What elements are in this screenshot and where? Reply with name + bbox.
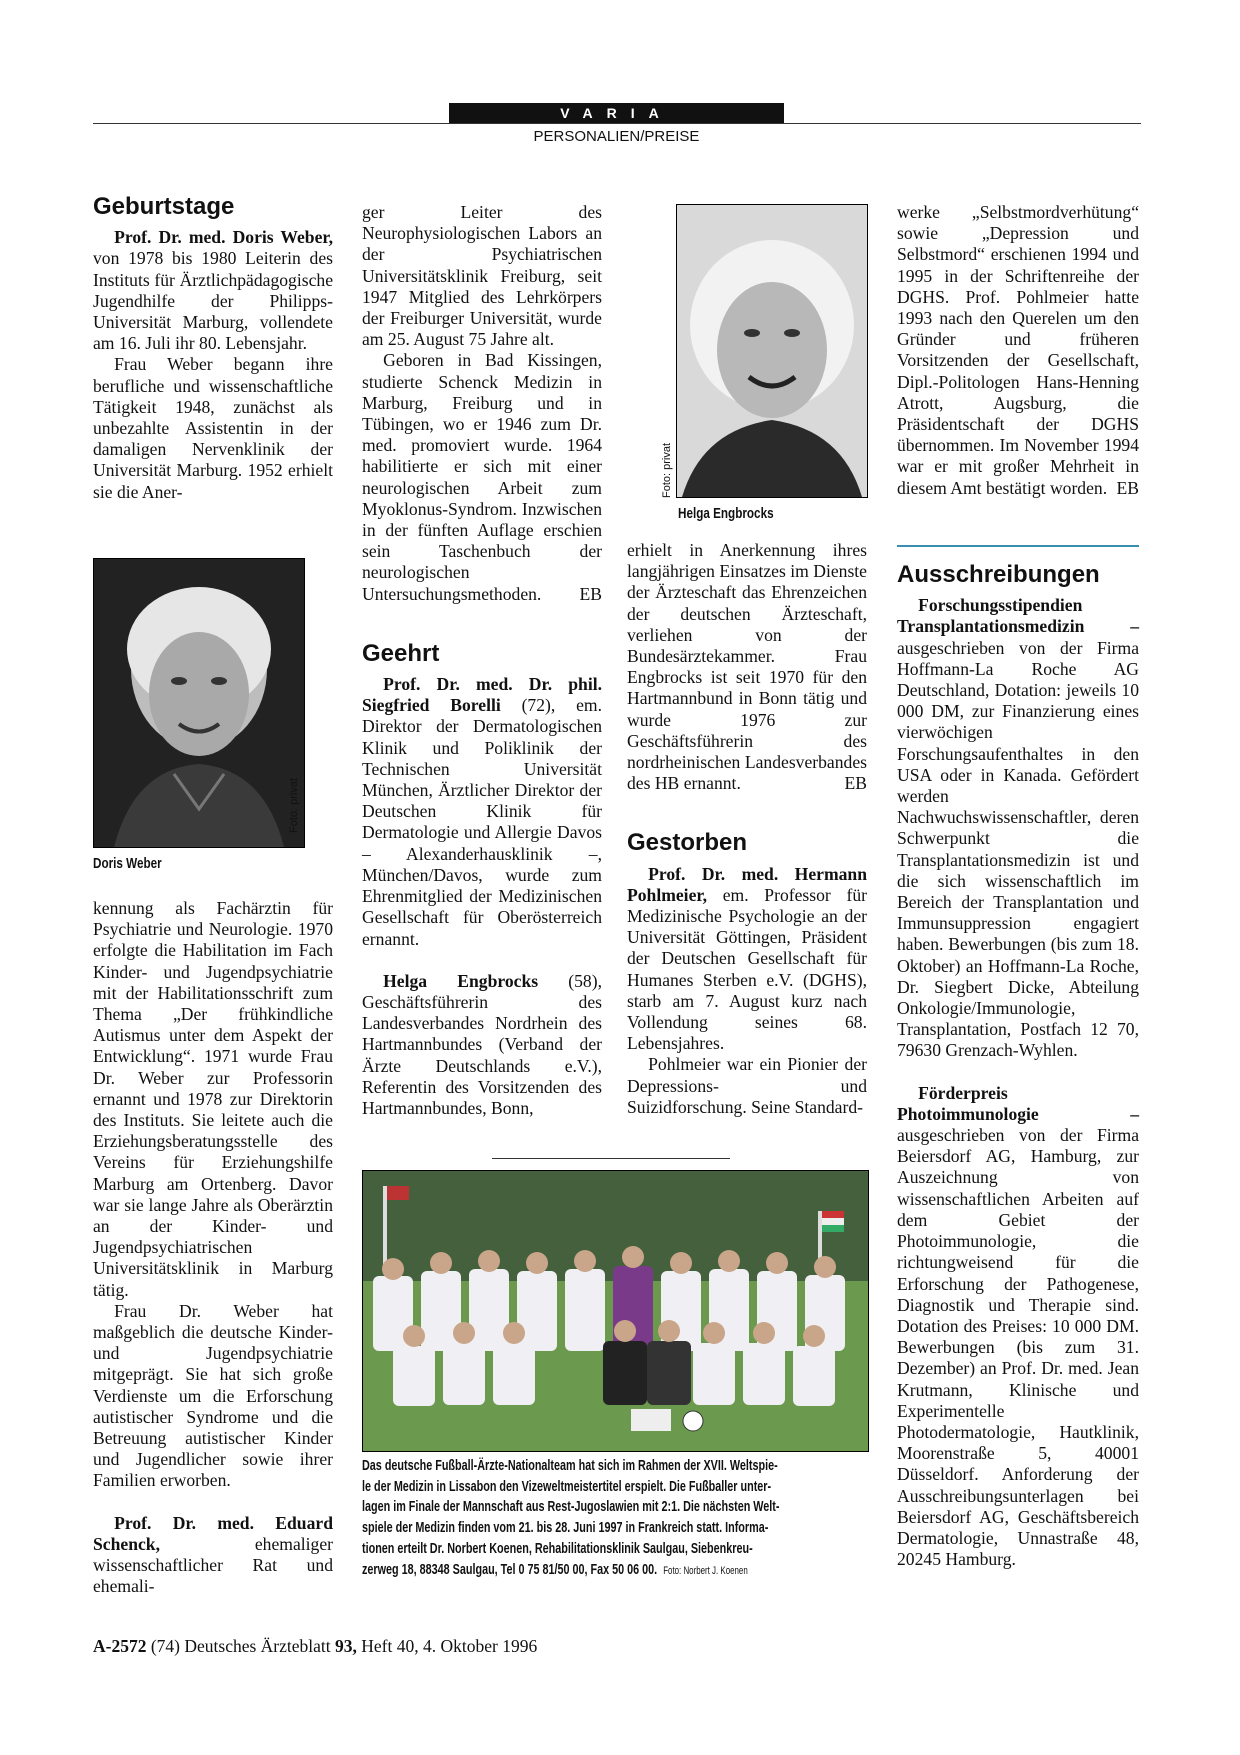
portrait-image bbox=[94, 559, 304, 847]
caption-line: Das deutsche Fußball-Ärzte-Nationalteam hat sich im Rahmen der XVII. Weltspie- bbox=[362, 1457, 778, 1474]
heading-geehrt: Geehrt bbox=[362, 639, 440, 667]
paragraph-schenck-intro: Prof. Dr. med. Eduard Schenck, ehemaliger wissenschaftlicher Rat und ehemali- bbox=[93, 1512, 333, 1597]
paragraph-pohlmeier-works: werke „Selbstmordverhütung“ sowie „Depression und Selbstmord“ erschienen 1994 und 1995 in der Schriftenreihe der DGHS. Prof. Pohlmeier hatte 1993 nach den Querelen um den Gründer und früheren Vorsitzenden der Gesellschaft, Dipl.-Politologen Hans-Henning Atrott, Augsburg, die Präsidentschaft der DGHS übernommen. Im November 1994 war er mit großer Mehrheit in diesem Amt bestätigt worden. EB bbox=[897, 202, 1139, 498]
paragraph-weber-career: Frau Weber begann ihre berufliche und wissenschaftliche Tätigkeit 1948, zunächst als unbezahlte Assistentin in der damaligen Nervenklinik der Universität Marburg. 1952 erhielt sie die Aner- bbox=[93, 354, 333, 502]
photo-helga-engbrocks bbox=[676, 204, 868, 498]
paragraph-pohlmeier-intro: Prof. Dr. med. Hermann Pohlmeier, em. Professor für Medizinische Psychologie an der Universität Göttingen, Präsident der Deutschen Gesellschaft für Humanes Sterben e.V. (DGHS), starb am 7. August kurz nach Vollendung seines 68. Lebensjahres. bbox=[627, 863, 867, 1054]
caption-helga-engbrocks: Helga Engbrocks bbox=[678, 505, 774, 522]
column-4 bbox=[897, 202, 1139, 499]
photo-credit-weber: Foto: privat bbox=[288, 777, 300, 833]
paragraph-engbrocks-award: erhielt in Anerkennung ihres langjährigen Einsatzes im Dienste der Ärzteschaft das Ehrenzeichen der deutschen Ärzteschaft, verliehen von der Bundesärztekammer. Frau Engbrocks ist seit 1970 für den Hartmannbund in Bonn tätig und wurde 1976 zur Geschäftsführerin des nordrheinischen Landesverbandes des HB ernannt. EB bbox=[627, 540, 867, 794]
subsection-label: PERSONALIEN/PREISE bbox=[533, 128, 700, 145]
section-banner: VARIA bbox=[449, 103, 784, 123]
divider-rule bbox=[492, 1158, 730, 1159]
column-1-continued bbox=[93, 898, 333, 1598]
heading-gestorben: Gestorben bbox=[627, 829, 748, 857]
column-4-continued bbox=[897, 561, 1139, 1570]
caption-line-last: zerweg 18, 88348 Saulgau, Tel 0 75 81/50 00, Fax 50 06 00. Foto: Norbert J. Koenen bbox=[362, 1560, 748, 1578]
divider-blue-rule bbox=[897, 545, 1139, 547]
paragraph-borelli: Prof. Dr. med. Dr. phil. Siegfried Borelli (72), em. Direktor der Dermatologischen Klinik und Poliklinik der Technischen Universität München, Ärztlicher Direktor der Deutschen Klinik für Dermatologie und Allergie Davos – Alexanderhausklinik –, München/Davos, wurde zum Ehrenmitglied der Medizinischen Gesellschaft für Oberösterreich ernannt. bbox=[362, 674, 602, 949]
column-3 bbox=[627, 540, 867, 1118]
photo-credit-engbrocks: Foto: privat bbox=[661, 442, 673, 498]
caption-line: spiele der Medizin finden vom 21. bis 28. Juni 1997 in Frankreich statt. Informa- bbox=[362, 1519, 769, 1537]
paragraph-foerderpreis: Förderpreis Photoimmunologie – ausgeschrieben von der Firma Beiersdorf AG, Hamburg, zur Auszeichnung von wissenschaftlichen Arbeiten auf dem Gebiet der Photoimmunologie, die richtungweisend für die Erforschung der Pathogenese, Diagnostik und Therapie sind. Dotation des Preises: 10 000 DM. Bewerbungen (bis zum 31. Dezember) an Prof. Dr. med. Jean Krutmann, Klinische und Experimentelle Photodermatologie, Hautklinik, Moorenstraße 5, 40001 Düsseldorf. Anforderung der Ausschreibungsunterlagen bei Beiersdorf AG, Geschäftsbereich Dermatologie, Unnastraße 48, 20245 Hamburg. bbox=[897, 1082, 1139, 1570]
header-rule bbox=[93, 123, 1141, 124]
paragraph-schenck-career: ger Leiter des Neurophysiologischen Labors an der Psychiatrischen Universitätsklinik Freiburg, seit 1947 Mitglied des Lehrkörpers der Freiburger Universität, wurde am 25. August 75 Jahre alt. bbox=[362, 202, 602, 350]
portrait-image bbox=[677, 205, 867, 497]
paragraph-schenck-bio: Geboren in Bad Kissingen, studierte Schenck Medizin in Marburg, Freiburg und in Tübingen, wo er 1946 zum Dr. med. promoviert wurde. 1964 habilitierte er sich mit einer neurologischen Arbeit zum Myoklonus-Syndrom. Inzwischen in der fünften Auflage erschien sein Taschenbuch der neurologischen Untersuchungsmethoden. EB bbox=[362, 350, 602, 604]
heading-geburtstage: Geburtstage bbox=[93, 193, 235, 220]
caption-line: le der Medizin in Lissabon den Vizeweltmeistertitel erspielt. Die Fußballer unter- bbox=[362, 1477, 772, 1495]
caption-line: lagen im Finale der Mannschaft aus Rest-Jugoslawien mit 2:1. Die nächsten Welt- bbox=[362, 1498, 780, 1516]
paragraph-weber-intro: Prof. Dr. med. Doris Weber, von 1978 bis 1980 Leiterin des Instituts für Ärztlichpädagogische Jugendhilfe der Philipps-Universität Marburg, vollendete am 16. Juli ihr 80. Lebensjahr. bbox=[93, 227, 333, 354]
caption-doris-weber: Doris Weber bbox=[93, 855, 162, 872]
page-number: A-2572 bbox=[93, 1636, 147, 1656]
page-footer: A-2572 (74) Deutsches Ärzteblatt 93, Heft 40, 4. Oktober 1996 bbox=[93, 1636, 538, 1656]
team-image bbox=[363, 1171, 868, 1451]
paragraph-forschungsstipendien: Forschungsstipendien Transplantationsmedizin – ausgeschrieben von der Firma Hoffmann-La Roche AG Deutschland, Dotation: jeweils 10 000 DM, zur Finanzierung eines vierwöchigen Forschungsaufenthaltes in den USA oder in Kanada. Gefördert werden Nachwuchswissenschaftler, deren Schwerpunkt die Transplantationsmedizin ist und die sich wissenschaftlich im Bereich der Transplantation und Immunsuppression engagiert haben. Bewerbungen (bis zum 18. Oktober) an Hoffmann-La Roche, Dr. Siegbert Dicke, Abteilung Onkologie/Immunologie, Transplantation, Postfach 12 70, 79630 Grenzach-Wyhlen. bbox=[897, 595, 1139, 1061]
paragraph-weber-habilitation: kennung als Fachärztin für Psychiatrie und Neurologie. 1970 erfolgte die Habilitation im Fach Kinder- und Jugendpsychiatrie mit der Habilitationsschrift zum Thema „Der frühkindliche Autismus unter dem Aspekt der Entwicklung“. 1971 wurde Frau Dr. Weber zur Professorin ernannt und 1978 zur Direktorin des Instituts. Sie leitete auch die Erziehungsberatungsstelle des Vereins für Erziehungshilfe Marburg am Ortenberg. Davor war sie lange Jahre als Oberärztin an der Kinder- und Jugendpsychiatrischen Universitätsklinik in Marburg tätig. bbox=[93, 898, 333, 1300]
photo-doris-weber bbox=[93, 558, 305, 848]
photo-football-team bbox=[362, 1170, 869, 1452]
caption-line: tionen erteilt Dr. Norbert Koenen, Rehabilitationsklinik Saulgau, Siebenkreu- bbox=[362, 1539, 753, 1557]
column-1 bbox=[93, 193, 333, 503]
paragraph-engbrocks-intro: Helga Engbrocks (58), Geschäftsführerin des Landesverbandes Nordrhein des Hartmannbundes (Verband der Ärzte Deutschlands e.V.), Referentin des Vorsitzenden des Hartmannbundes, Bonn, bbox=[362, 970, 602, 1118]
paragraph-pohlmeier-pioneer: Pohlmeier war ein Pionier der Depressions- und Suizidforschung. Seine Standard- bbox=[627, 1054, 867, 1117]
heading-ausschreibungen: Ausschreibungen bbox=[897, 561, 1100, 588]
paragraph-weber-merits: Frau Dr. Weber hat maßgeblich die deutsche Kinder- und Jugendpsychiatrie mitgeprägt. Sie hat sich große Verdienste um die Erforschung autistischer Syndrome und die Betreuung autistischer Kinder und Jugendlicher sowie ihrer Familien erworben. bbox=[93, 1300, 333, 1491]
column-2 bbox=[362, 202, 602, 1119]
photo-credit-team: Foto: Norbert J. Koenen bbox=[663, 1564, 748, 1577]
